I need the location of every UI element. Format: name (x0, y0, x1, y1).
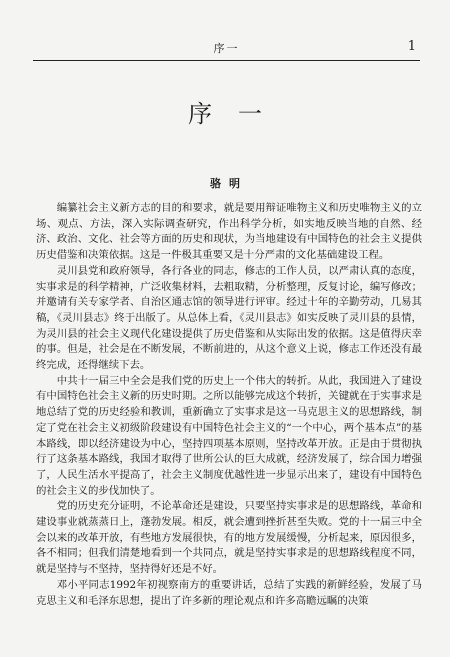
paragraph: 灵川县党和政府领导，各行各业的同志，修志的工作人员，以严肃认真的态度，实事求是的科学精神，广泛收集材料，去粗取精，分析整理，反复讨论，编写修改；并邀请有关专家学者、自治区通志馆的领导进行评审。经过十年的辛勤劳动，几易其稿，《灵川县志》终于出版了。从总体上看，《灵川县志》如实反映了灵川县的县情，为灵川县的社会主义现代化建设提供了历史借鉴和从实际出发的依据。这是值得庆幸的事。但是，社会是在不断发展，不断前进的，从这个意义上说，修志工作还没有最终完成，还得继续下去。 (36, 264, 422, 372)
paragraph: 党的历史充分证明，不论革命还是建设，只要坚持实事求是的思想路线，革命和建设事业就蒸蒸日上，蓬勃发展。相反，就会遭到挫折甚至失败。党的十一届三中全会以来的改革开放，有些地方发展很快，有的地方发展缓慢，分析起来，原因很多，各不相同；但我们清楚地看到一个共同点，就是坚持实事求是的思想路线程度不同，就是坚持与不坚持，坚持得好还是不好。 (36, 500, 422, 576)
body-text (36, 201, 422, 609)
running-head (33, 40, 420, 58)
paragraph: 编纂社会主义新方志的目的和要求，就是要用辩证唯物主义和历史唯物主义的立场、观点、方法，深入实际调查研究，作出科学分析，如实地反映当地的自然、经济、政治、文化、社会等方面的历史和现状，为当地建设有中国特色的社会主义提供历史借鉴和决策依据。这是一件极其重要又是十分严肃的文化基础建设工程。 (36, 202, 422, 262)
paragraph: 中共十一届三中全会是我们党的历史上一个伟大的转折。从此，我国进入了建设有中国特色社会主义新的历史时期。之所以能够完成这个转折，关键就在于实事求是地总结了党的历史经验和教训，重新确立了实事求是这一马克思主义的思想路线，制定了党在社会主义初级阶段建设有中国特色社会主义的“一个中心，两个基本点”的基本路线，即以经济建设为中心，坚持四项基本原则，坚持改革开放。正是由于贯彻执行了这条基本路线，我国才取得了世所公认的巨大成就，经济发展了，综合国力增强了，人民生活水平提高了，社会主义制度优越性进一步显示出来了，建设有中国特色的社会主义的步伐加快了。 (36, 374, 422, 497)
page-number: 1 (407, 39, 416, 54)
running-head-title: 序一 (213, 42, 240, 55)
author-name: 骆明 (210, 177, 248, 190)
chapter-title: 序一 (188, 100, 288, 128)
paragraph: 邓小平同志1992年初视察南方的重要讲话，总结了实践的新鲜经验，发展了马克思主义和毛泽东思想，提出了许多新的理论观点和许多高瞻远瞩的决策 (36, 578, 422, 607)
header-rule (33, 60, 420, 61)
